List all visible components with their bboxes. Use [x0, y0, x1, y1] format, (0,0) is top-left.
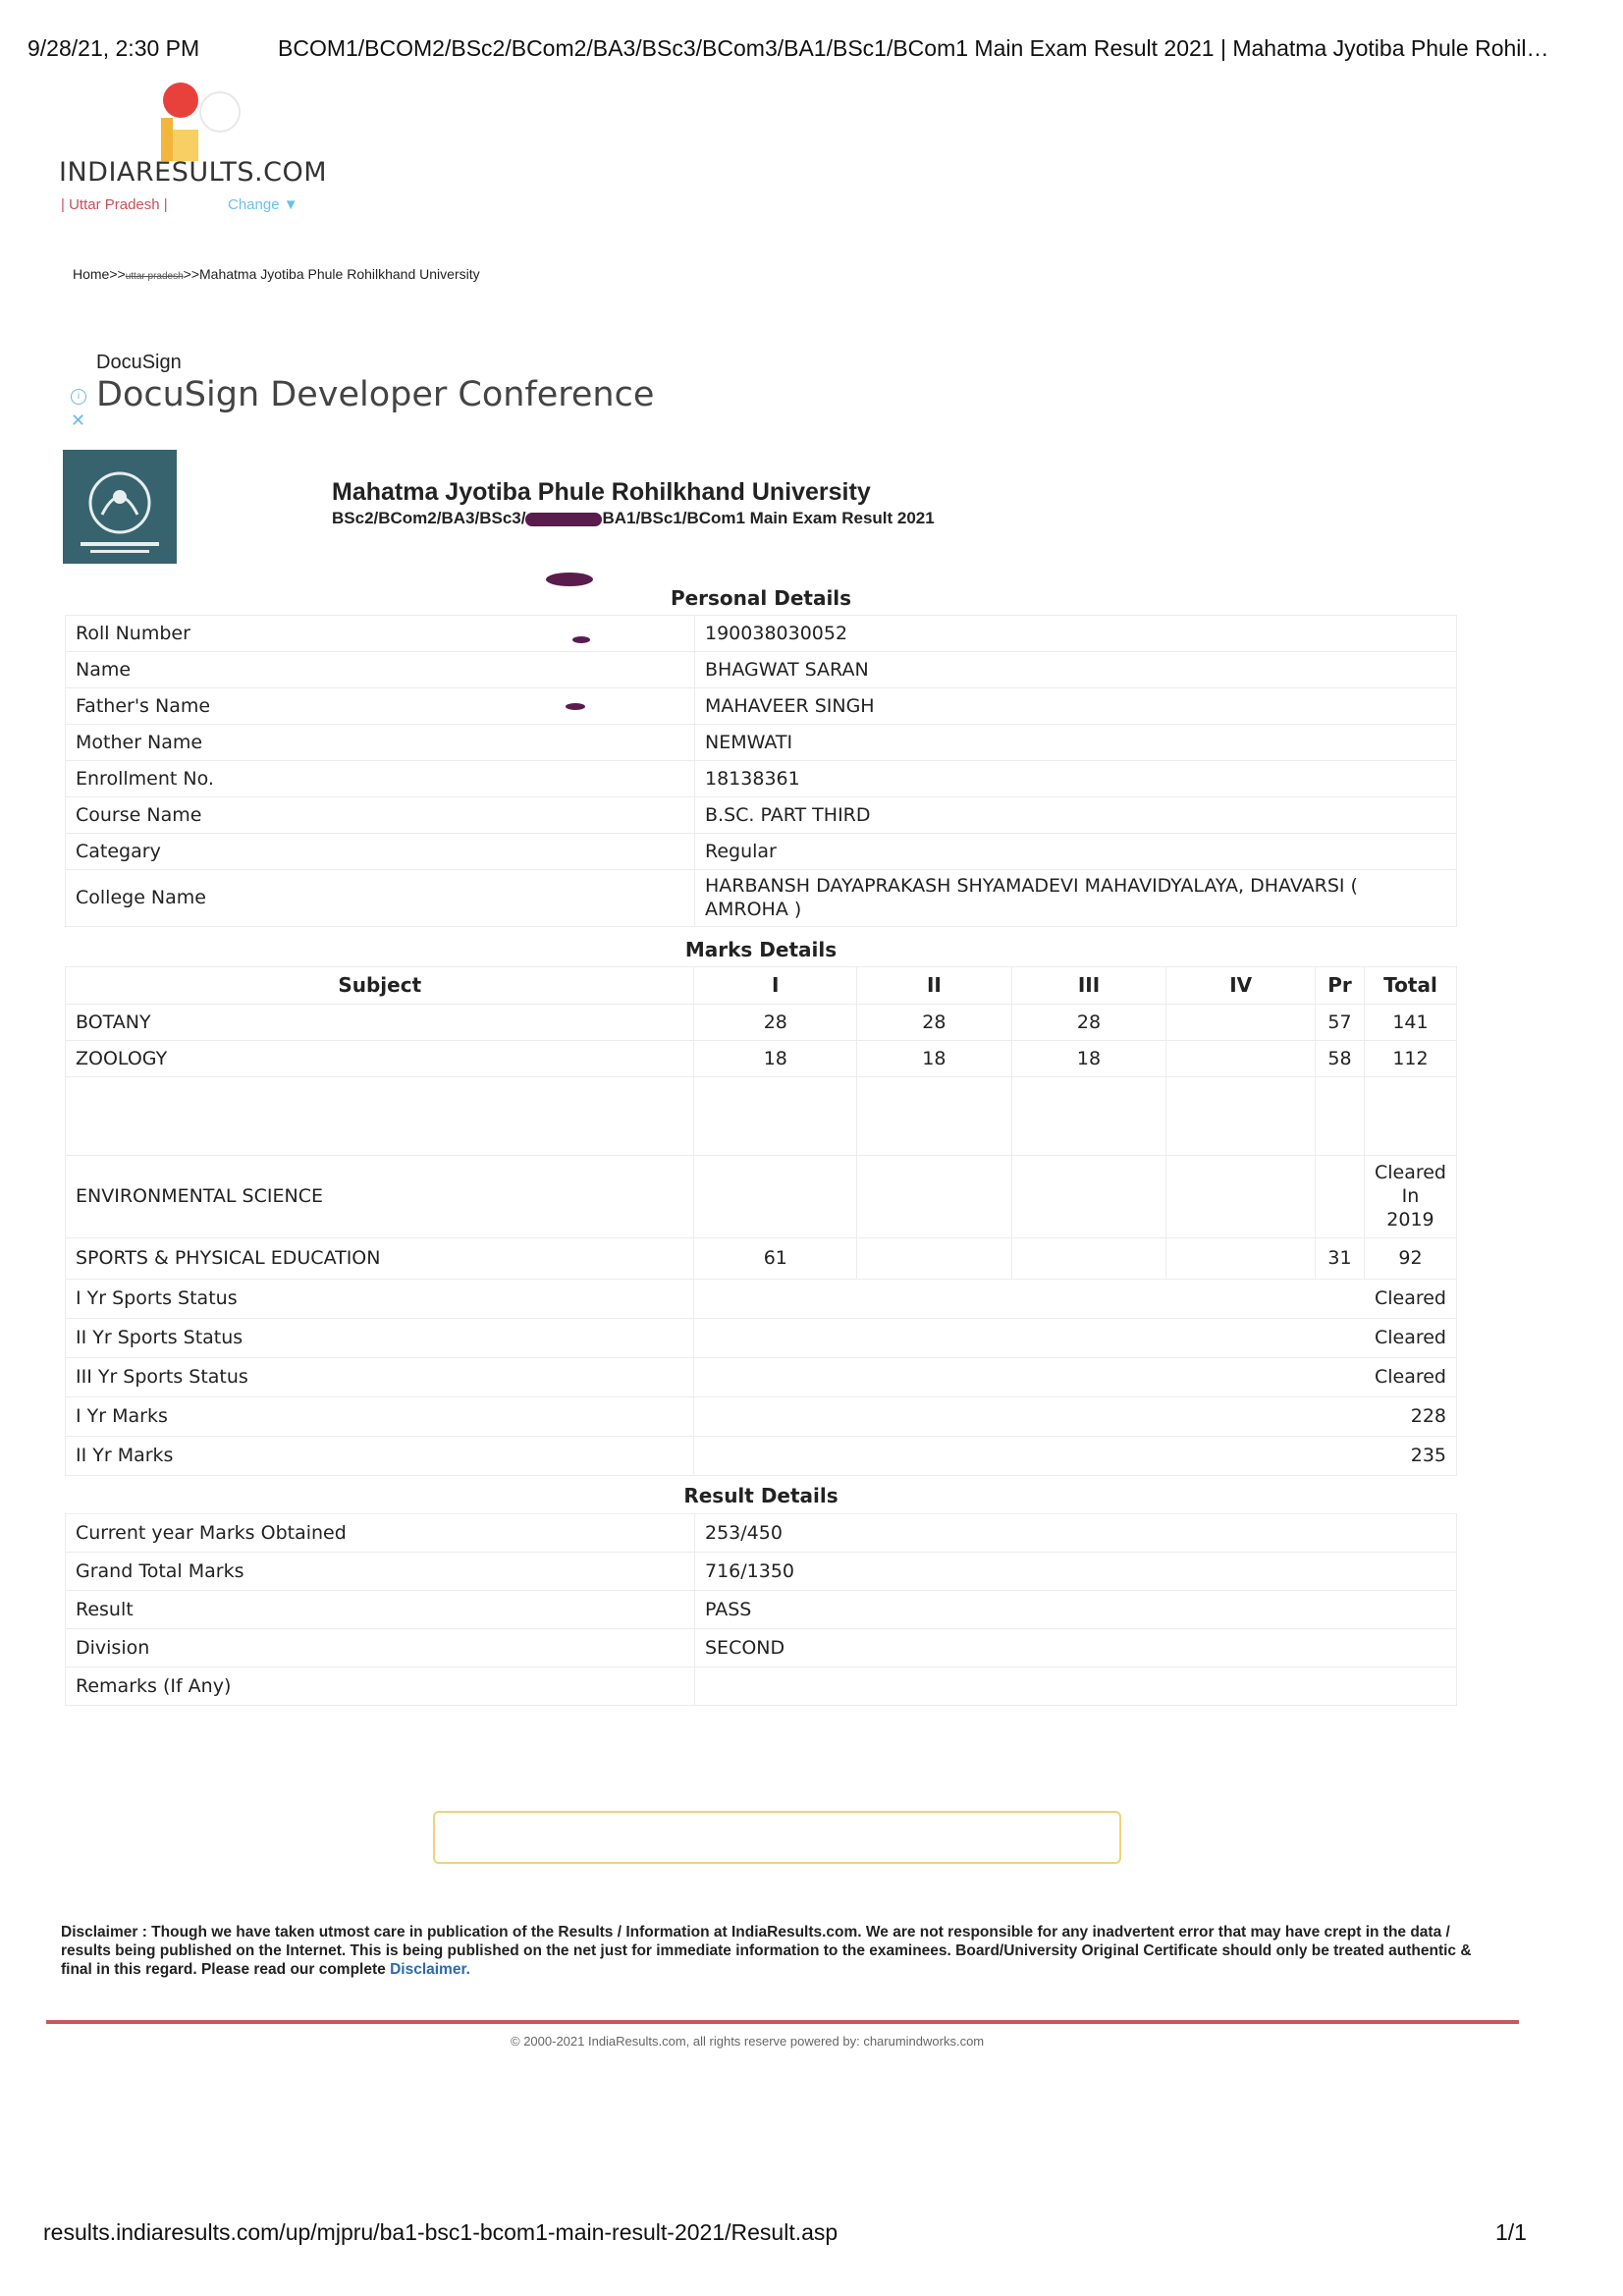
table-row: [66, 1155, 1457, 1237]
section-title: Result Details: [683, 1483, 839, 1507]
print-page-number: 1/1: [1495, 2219, 1527, 2245]
status-label: I Yr Marks: [66, 1396, 694, 1436]
marks-cell: [857, 1237, 1012, 1279]
field-label: Grand Total Marks: [66, 1552, 695, 1590]
exam-title-suffix: BA1/BSc1/BCom1 Main Exam Result 2021: [602, 509, 935, 527]
table-row: [66, 1004, 1457, 1040]
field-value: BHAGWAT SARAN: [695, 651, 1457, 687]
table-row: [66, 1318, 1457, 1357]
status-label: II Yr Sports Status: [66, 1318, 694, 1357]
redaction-mark: [525, 513, 602, 526]
result-details: [65, 1478, 1457, 1706]
field-value: MAHAVEER SINGH: [695, 687, 1457, 724]
field-value: NEMWATI: [695, 724, 1457, 760]
footer-divider: [46, 2020, 1519, 2024]
field-value: B.SC. PART THIRD: [695, 796, 1457, 833]
breadcrumb-state[interactable]: uttar pradesh: [125, 271, 184, 282]
subject-name: ZOOLOGY: [66, 1040, 694, 1076]
column-header: Total: [1364, 966, 1456, 1004]
field-value: [695, 1667, 1457, 1705]
table-row: [66, 1436, 1457, 1475]
table-row: [66, 1040, 1457, 1076]
marks-cell: 58: [1315, 1040, 1364, 1076]
column-header: Pr: [1315, 966, 1364, 1004]
breadcrumb: [73, 266, 480, 282]
field-value: PASS: [695, 1590, 1457, 1628]
field-label: Enrollment No.: [66, 760, 695, 796]
marks-cell: 18: [857, 1040, 1012, 1076]
marks-cell: 31: [1315, 1237, 1364, 1279]
marks-cell: [1011, 1237, 1166, 1279]
print-datetime: 9/28/21, 2:30 PM: [27, 35, 200, 61]
column-header: I: [694, 966, 857, 1004]
indiaresults-logo-icon: [157, 79, 245, 162]
marks-cell: 61: [694, 1237, 857, 1279]
marks-cell: 92: [1364, 1237, 1456, 1279]
field-label: Result: [66, 1590, 695, 1628]
field-value: SECOND: [695, 1628, 1457, 1667]
disclaimer-link[interactable]: Disclaimer.: [390, 1961, 470, 1978]
status-value: 235: [694, 1436, 1457, 1475]
university-name: Mahatma Jyotiba Phule Rohilkhand University: [332, 478, 871, 506]
ad-title[interactable]: DocuSign Developer Conference: [96, 375, 655, 414]
info-icon[interactable]: i: [71, 389, 86, 405]
column-header: II: [857, 966, 1012, 1004]
section-title: Personal Details: [670, 585, 852, 610]
disclaimer-text: Disclaimer : Though we have taken utmost care in publication of the Results / Information at IndiaResults.com. We are not responsible for any inadvertent error that may have crept in the data / results being published on the Internet. This is being published on the net just for immediate information to the examinees. Board/University Original Certificate should only be treated authentic & final in this regard. Please read our complete: [61, 1924, 1472, 1978]
state-label: | Uttar Pradesh |: [61, 196, 168, 213]
marks-cell: 57: [1315, 1004, 1364, 1040]
subject-name: BOTANY: [66, 1004, 694, 1040]
table-row: [66, 1357, 1457, 1396]
table-row-empty: [66, 1076, 1457, 1155]
marks-cell: 18: [1011, 1040, 1166, 1076]
site-logo-text[interactable]: INDIARESULTS.COM: [59, 157, 328, 188]
status-value: Cleared: [694, 1357, 1457, 1396]
field-label: Father's Name: [66, 687, 695, 724]
column-header: IV: [1166, 966, 1316, 1004]
print-url: results.indiaresults.com/up/mjpru/ba1-bsc1-bcom1-main-result-2021/Result.asp: [43, 2219, 839, 2245]
field-label: Remarks (If Any): [66, 1667, 695, 1705]
marks-cell: 112: [1364, 1040, 1456, 1076]
table-row: [66, 1237, 1457, 1279]
status-label: I Yr Sports Status: [66, 1279, 694, 1318]
marks-cell: 141: [1364, 1004, 1456, 1040]
exam-title-prefix: BSc2/BCom2/BA3/BSc3/: [332, 509, 526, 527]
field-label: Course Name: [66, 796, 695, 833]
status-label: III Yr Sports Status: [66, 1357, 694, 1396]
marks-cell: 28: [694, 1004, 857, 1040]
university-emblem-icon: [63, 450, 177, 564]
breadcrumb-home[interactable]: Home: [73, 266, 110, 282]
field-value: HARBANSH DAYAPRAKASH SHYAMADEVI MAHAVIDYALAYA, DHAVARSI ( AMROHA ): [695, 869, 1457, 926]
status-value: 228: [694, 1396, 1457, 1436]
print-page-title: BCOM1/BCOM2/BSc2/BCom2/BA3/BSc3/BCom3/BA1/BSc1/BCom1 Main Exam Result 2021 | Mahatma Jyotiba Phule Rohil…: [278, 35, 1549, 61]
field-value: 18138361: [695, 760, 1457, 796]
breadcrumb-separator: >>: [183, 266, 200, 282]
field-label: Categary: [66, 833, 695, 869]
marks-cell: [1166, 1004, 1316, 1040]
field-value: 190038030052: [695, 615, 1457, 651]
breadcrumb-university[interactable]: Mahatma Jyotiba Phule Rohilkhand University: [199, 266, 480, 282]
field-label: Division: [66, 1628, 695, 1667]
copyright: © 2000-2021 IndiaResults.com, all rights reserve powered by: charumindworks.com: [511, 2034, 985, 2049]
status-line: In: [1401, 1185, 1420, 1207]
status-cell: [1364, 1155, 1456, 1237]
status-value: Cleared: [694, 1318, 1457, 1357]
breadcrumb-separator: >>: [109, 266, 126, 282]
table-row: [66, 1396, 1457, 1436]
field-label: Current year Marks Obtained: [66, 1513, 695, 1552]
field-value: Regular: [695, 833, 1457, 869]
marks-cell: [1166, 1237, 1316, 1279]
section-title: Marks Details: [684, 937, 838, 961]
status-line: 2019: [1386, 1209, 1434, 1230]
marks-cell: 28: [1011, 1004, 1166, 1040]
field-value: 716/1350: [695, 1552, 1457, 1590]
marks-details: [65, 933, 1457, 1476]
disclaimer: [61, 1923, 1475, 1979]
column-header: Subject: [66, 966, 694, 1004]
personal-details: [65, 581, 1457, 927]
field-label: College Name: [66, 869, 695, 926]
change-state-link[interactable]: Change ▼: [228, 196, 298, 213]
status-value: Cleared: [694, 1279, 1457, 1318]
subject-name: SPORTS & PHYSICAL EDUCATION: [66, 1237, 694, 1279]
table-row: [66, 1279, 1457, 1318]
close-icon[interactable]: ✕: [71, 410, 86, 430]
marks-cell: [1166, 1040, 1316, 1076]
field-label: Roll Number: [66, 615, 695, 651]
marks-cell: 18: [694, 1040, 857, 1076]
status-line: Cleared: [1374, 1162, 1446, 1183]
field-label: Mother Name: [66, 724, 695, 760]
status-label: II Yr Marks: [66, 1436, 694, 1475]
ad-brand[interactable]: DocuSign: [96, 352, 182, 373]
column-header: III: [1011, 966, 1166, 1004]
exam-title: [332, 509, 935, 528]
subject-name: ENVIRONMENTAL SCIENCE: [66, 1155, 694, 1237]
ad-placeholder[interactable]: [433, 1811, 1121, 1864]
field-label: Name: [66, 651, 695, 687]
marks-cell: 28: [857, 1004, 1012, 1040]
field-value: 253/450: [695, 1513, 1457, 1552]
